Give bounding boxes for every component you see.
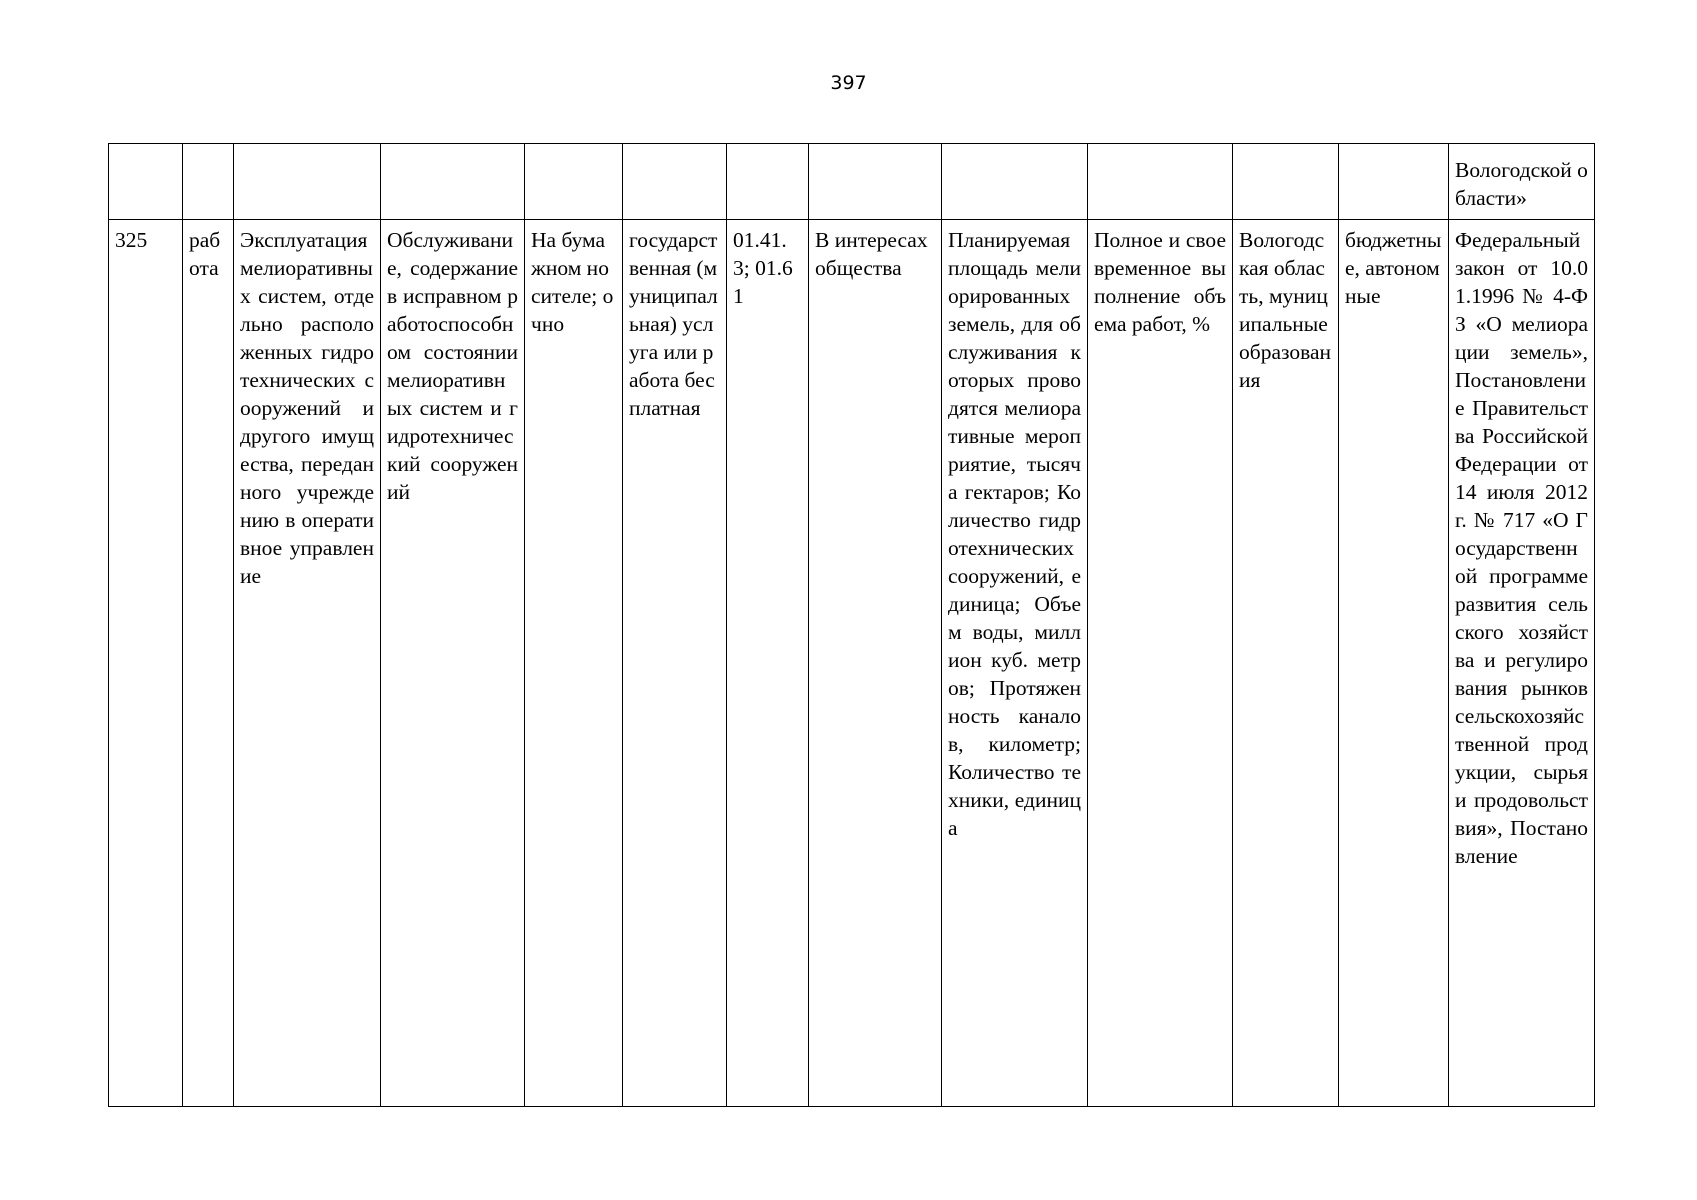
row-quality-indicators: Полное и своевременное выполнение объема работ, % [1088,220,1233,1107]
row-form: На бумажном носителе; очно [525,220,623,1107]
row-consumers: В интересах общества [809,220,942,1107]
cell-volume-indicators [942,144,1088,220]
row-payment: государственная (муниципальная) услуга или работа бесплатная [623,220,727,1107]
cell-authority [1233,144,1339,220]
row-legal-basis: Федеральный закон от 10.01.1996 № 4-ФЗ «О мелиорации земель», Постановление Правительства Российской Федерации от 14 июля 2012 г. № 717 «О Государственной программе развития сельского хозяйства и регулирования рынков сельскохозяйственной продукции, сырья и продовольствия», Постановление [1449,220,1595,1107]
row-content: Обслуживание, содержание в исправном работоспособном состоянии мелиоративных систем и гидротехнический сооружений [381,220,525,1107]
row-number: 325 [109,220,183,1107]
row-volume-indicators: Планируемая площадь мелиорированных земель, для обслуживания которых проводятся мелиоративные мероприятие, тысяча гектаров; Количество гидротехнических сооружений, единица; Объем воды, миллион куб. метров; Протяженность каналов, километр; Количество техники, единица [942,220,1088,1107]
cell-type [183,144,234,220]
cell-quality-indicators [1088,144,1233,220]
cell-okved [727,144,809,220]
row-okved: 01.41.3; 01.61 [727,220,809,1107]
continuation-row [109,144,1595,220]
page-number: 397 [830,72,867,94]
row-type: работа [183,220,234,1107]
row-name: Эксплуатация мелиоративных систем, отдельно расположенных гидротехнических сооружений и другого имущества, переданного учреждению в оперативное управление [234,220,381,1107]
cell-form [525,144,623,220]
cell-consumers [809,144,942,220]
cell-name [234,144,381,220]
table-row [109,220,1595,1107]
row-authority: Вологодская область, муниципальные образования [1233,220,1339,1107]
services-table [108,143,1595,1107]
cell-payment [623,144,727,220]
cell-institution-type [1339,144,1449,220]
cell-content [381,144,525,220]
cell-legal-basis: Вологодской области» [1449,144,1595,220]
row-institution-type: бюджетные, автономные [1339,220,1449,1107]
cell-number [109,144,183,220]
